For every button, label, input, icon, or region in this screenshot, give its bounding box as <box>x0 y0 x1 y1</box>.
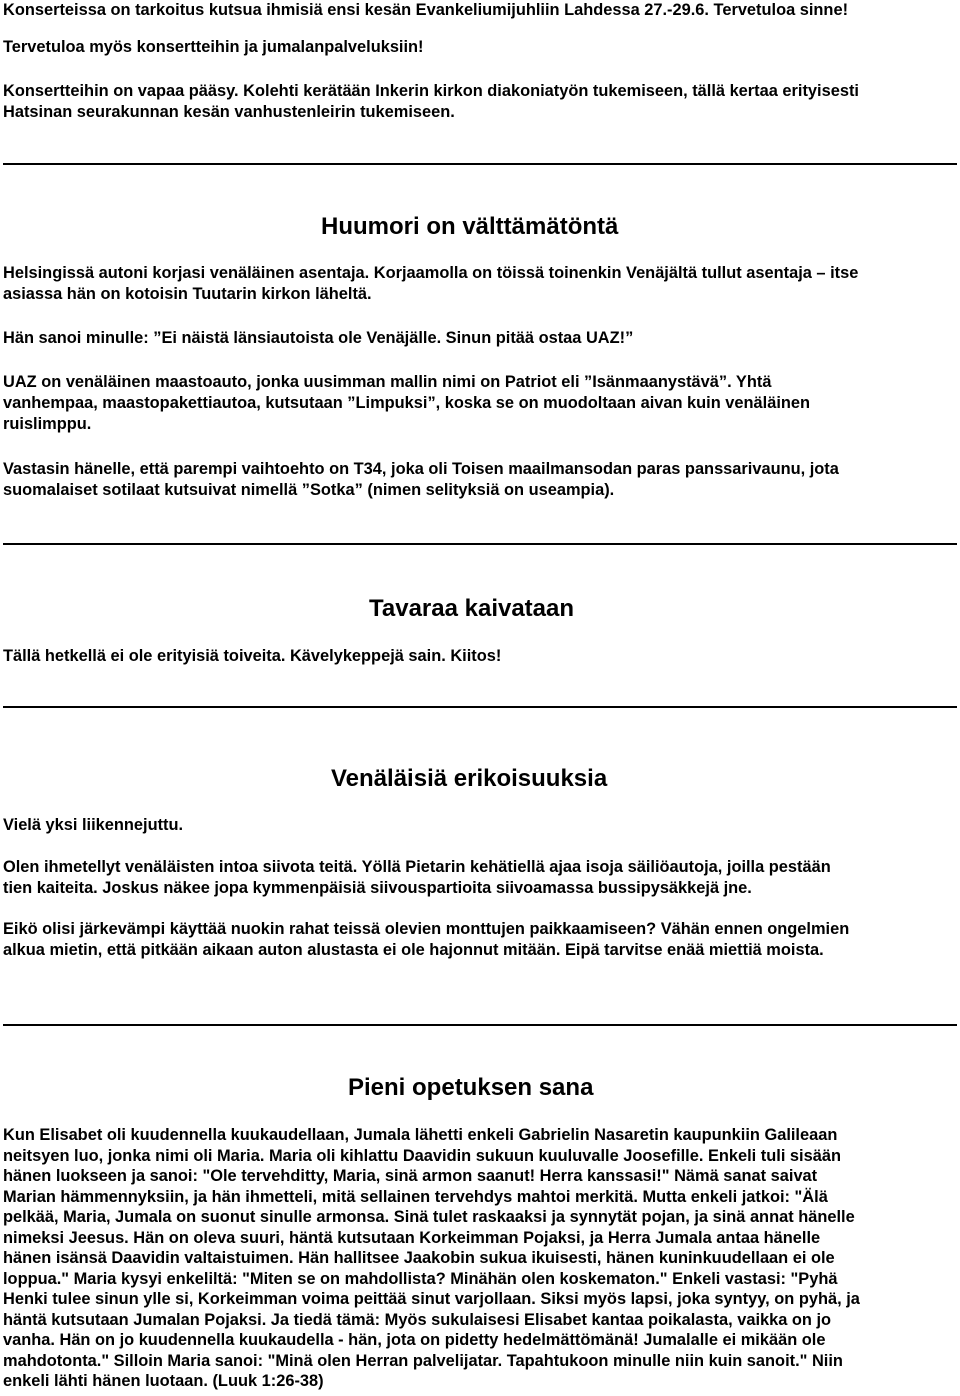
sermon-paragraph: Kun Elisabet oli kuudennella kuukaudellaan, Jumala lähetti enkeli Gabrielin Nasaretin kaupunkiin Galileaan neitsyen luo, jonka nimi oli Maria. Maria oli kihlattu Daavidin sukuun kuuluvalle Joosefille. Enkeli tuli sisään hänen luokseen ja sanoi: "Ole tervehditty, Maria, sinä armon saanut! Herra kanssasi!" Nämä sanat saivat Marian hämmennyksiin, ja hän ihmetteli, mitä sellainen tervehdys mahtoi merkitä. Mutta enkeli jatkoi: "Älä pelkää, Maria, Jumala on suonut sinulle armonsa. Sinä tulet raskaaksi ja synnytät pojan, ja sinä annat hänelle nimeksi Jeesus. Hän on oleva suuri, häntä kutsutaan Korkeimman Pojaksi, ja Herra Jumala antaa hänelle hänen isänsä Daavidin valtaistuimen. Hän hallitsee Jaakobin sukua ikuisesti, hänen kuninkuudellaan ei ole loppua." Maria kysyi enkeliltä: "Miten se on mahdollista? Minähän olen koskematon." Enkeli vastasi: "Pyhä Henki tulee sinun ylle si, Korkeimman voima peittää sinut varjollaan. Siksi myös lapsi, joka syntyy, on pyhä, ja häntä kutsutaan Jumalan Pojaksi. Ja tiedä tämä: Myös sukulaisesi Elisabet kantaa poikalasta, vaikka on jo vanha. Hän on jo kuudennella kuukaudella - hän, jota on pidetty hedelmättömänä! Jumalalle ei mikään ole mahdotonta." Silloin Maria sanoi: "Minä olen Herran palvelijatar. Tapahtukoon minulle niin kuin sanoit." Niin enkeli lähti hänen luotaan. (Luuk 1:26-38) <box>3 1126 860 1390</box>
specialties-paragraph-2: Eikö olisi järkevämpi käyttää nuokin rahat teissä olevien monttujen paikkaamiseen? Vähän ennen ongelmien alkua mietin, että pitkään aikaan auton alustasta ei ole hajonnut mitään. Eipä tarvitse enää miettiä moista. <box>3 920 850 959</box>
sermon-heading: Pieni opetuksen sana <box>348 1074 594 1101</box>
humor-heading: Huumori on välttämätöntä <box>321 213 619 240</box>
humor-paragraph-4: Vastasin hänelle, että parempi vaihtoehto on T34, joka oli Toisen maailmansodan paras panssarivaunu, jota suomalaiset sotilaat kutsuivat nimellä ”Sotka” (nimen selityksiä on useampia). <box>3 460 839 499</box>
wanted-paragraph: Tällä hetkellä ei ole erityisiä toiveita. Kävelykeppejä sain. Kiitos! <box>3 647 502 665</box>
section-divider <box>3 543 957 545</box>
section-divider <box>3 163 957 165</box>
intro-line-3: Konsertteihin on vapaa pääsy. Kolehti kerätään Inkerin kirkon diakoniatyön tukemiseen, tällä kertaa erityisesti Hatsinan seurakunnan kesän vanhustenleirin tukemiseen. <box>3 82 859 121</box>
intro-line-2: Tervetuloa myös konsertteihin ja jumalanpalveluksiin! <box>3 38 424 56</box>
specialties-paragraph-1: Olen ihmetellyt venäläisten intoa siivota teitä. Yöllä Pietarin kehätiellä ajaa isoja säiliöautoja, joilla pestään tien kaiteita. Joskus näkee jopa kymmenpäisiä siivouspartioita siivoamassa bussipysäkkejä jne. <box>3 858 831 897</box>
humor-paragraph-1: Helsingissä autoni korjasi venäläinen asentaja. Korjaamolla on töissä toinenkin Venäjältä tullut asentaja – itse asiassa hän on kotoisin Tuutarin kirkon läheltä. <box>3 264 859 303</box>
humor-paragraph-3: UAZ on venäläinen maastoauto, jonka uusimman mallin nimi on Patriot eli ”Isänmaanystävä”. Yhtä vanhempaa, maastopakettiautoa, kutsutaan ”Limpuksi”, koska se on muodoltaan aivan kuin venäläinen ruislimppu. <box>3 373 811 433</box>
wanted-heading: Tavaraa kaivataan <box>369 595 575 622</box>
intro-line-1: Konserteissa on tarkoitus kutsua ihmisiä ensi kesän Evankeliumijuhliin Lahdessa 27.-29.6. Tervetuloa sinne! <box>3 1 849 19</box>
humor-paragraph-2: Hän sanoi minulle: ”Ei näistä länsiautoista ole Venäjälle. Sinun pitää ostaa UAZ!” <box>3 329 634 347</box>
specialties-lead: Vielä yksi liikennejuttu. <box>3 816 184 834</box>
specialties-heading: Venäläisiä erikoisuuksia <box>331 765 608 792</box>
section-divider <box>3 706 957 708</box>
section-divider <box>3 1024 957 1026</box>
